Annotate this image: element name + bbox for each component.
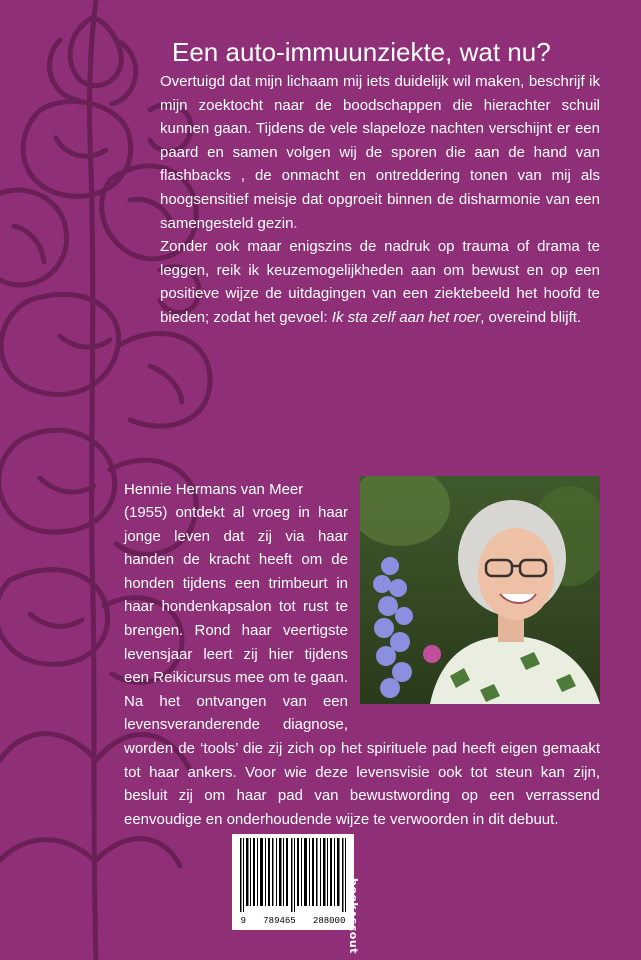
author-photo bbox=[360, 476, 600, 704]
blurb-italic-quote: Ik sta zelf aan het roer bbox=[331, 308, 481, 326]
blurb-paragraph-1: Overtuigd dat mijn lichaam mij iets duidelijk wil maken, beschrijf ik mijn zoektocht naar de boodschappen die hierachter schuil kunnen gaan. Tijdens de vele slapeloze nachten verschijnt er een paard en samen volgen wij de sporen die aan de hand van flashbacks , de onmacht en ontreddering tonen van mij als hoogsensitief meisje dat opgroeit binnen de disharmonie van een samengesteld gezin. bbox=[160, 73, 600, 232]
author-bio-text: (1955) ontdekt al vroeg in haar jonge leven dat zij via haar handen de kracht heeft om de honden tijdens een trimbeurt in haar hondenkapsalon tot rust te brengen. Rond haar veertigste levensjaar leert zij hier tijdens een Reikicursus mee om te gaan. Na het ontvangen van een levensveranderende diagnose, worden de ‘tools’ die zij zich op het spirituele pad heeft eigen gemaakt tot haar ankers. Voor wie deze levensvisie ook tot steun kan zijn, besluit zij om haar pad van bewustwording op een verrassend eenvoudige en onderhoudende wijze te verwoorden in dit debuut. bbox=[124, 504, 600, 828]
isbn-number: 9 789465 288000 bbox=[240, 916, 346, 926]
blurb-paragraph-2: Zonder ook maar enigszins de nadruk op trauma of drama te leggen, reik ik keuzemogelijkheden aan om bewust en op een positieve wijze de uitdagingen van een ziektebeeld het hoofd te bieden; zodat het gevoel: Ik sta zelf aan het roer, overeind blijft. bbox=[160, 238, 600, 326]
publisher-logo: boek•scout bbox=[347, 878, 360, 954]
book-title: Een auto-immuunziekte, wat nu? bbox=[172, 37, 551, 67]
blurb-text bbox=[160, 70, 600, 330]
author-name: Hennie Hermans van Meer bbox=[124, 481, 304, 498]
